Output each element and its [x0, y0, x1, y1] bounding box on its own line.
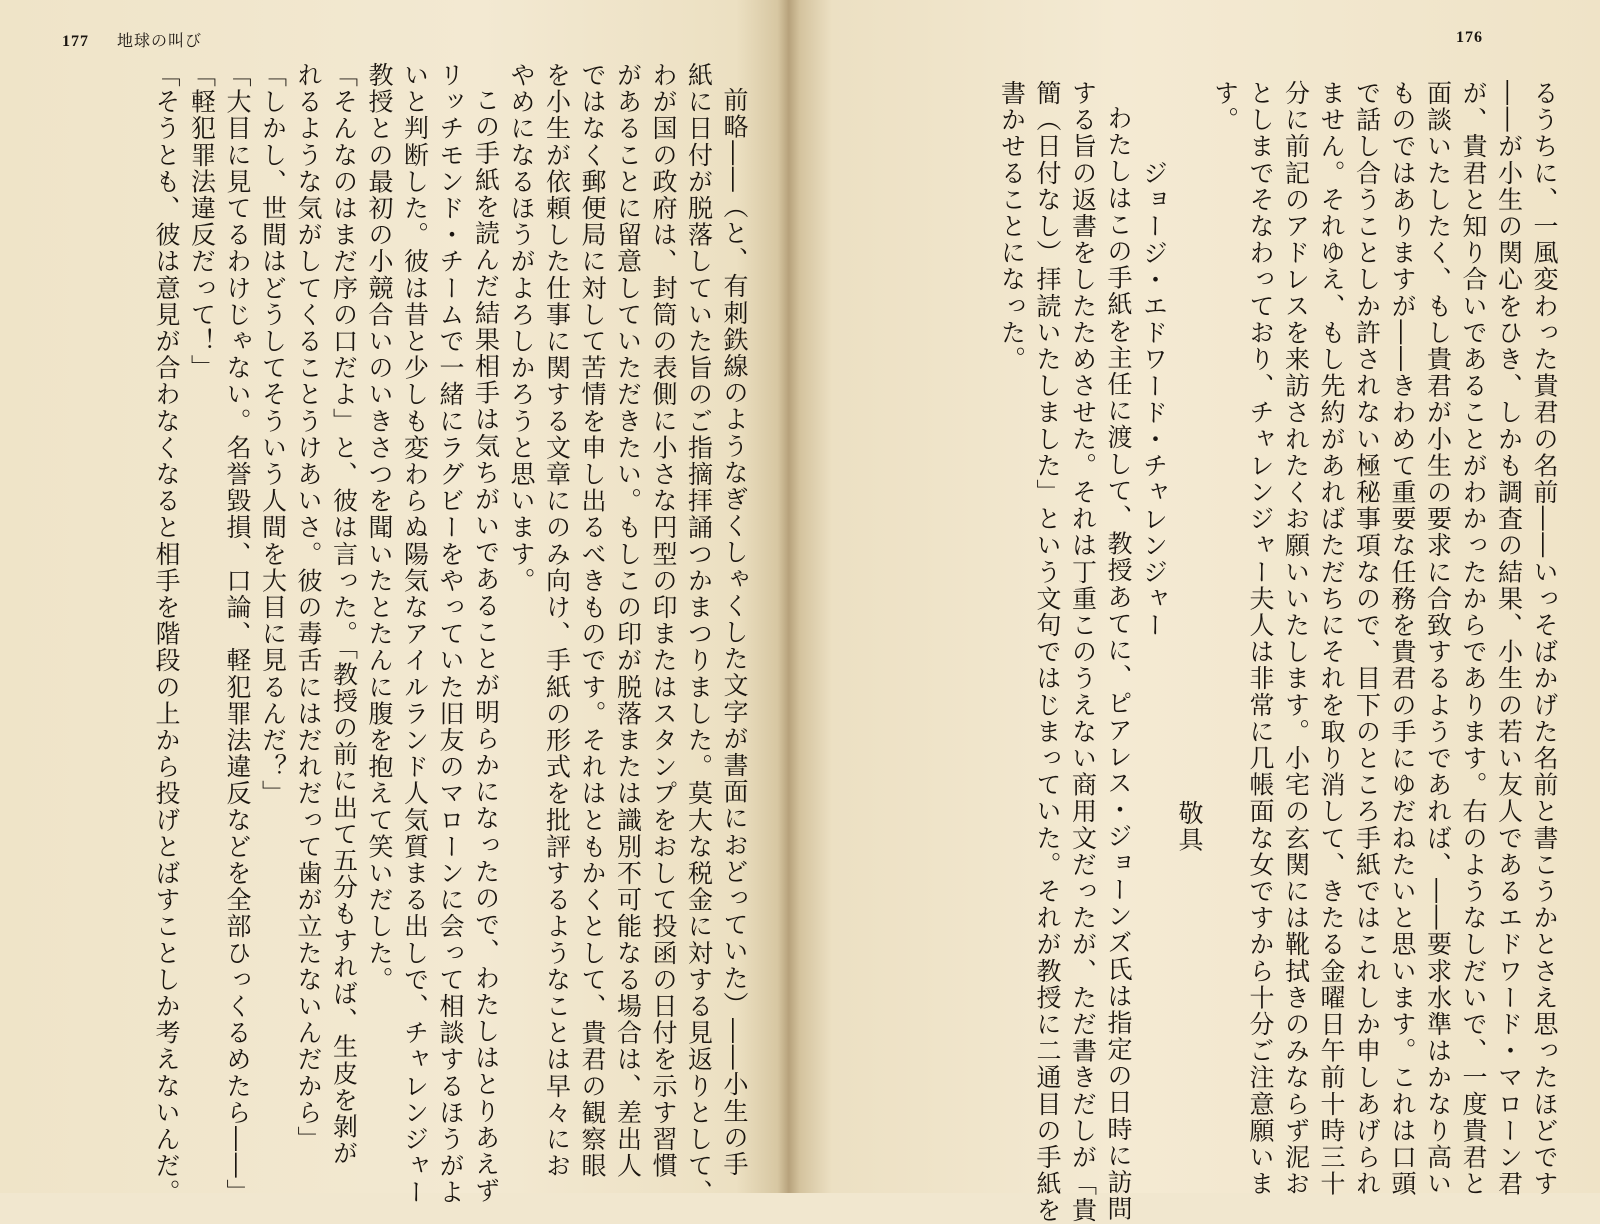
- text-line: 面談いたしたく、もし貴君が小生の要求に合致するようであれば、――要求水準はかなり高い: [1423, 80, 1453, 1198]
- text-line: 「しかし、世間はどうしてそういう人間を大目に見るんだ？」: [258, 62, 288, 807]
- body-text: [994, 80, 1562, 1224]
- page-header: [62, 28, 202, 51]
- text-line: があることに留意していただきたい。もしこの印が脱落または識別不可能なる場合は、差出人: [613, 62, 643, 1180]
- page-header: [1456, 28, 1483, 47]
- text-line: としまでそなわっており、チャレンジャー夫人は非常に几帳面な女ですから十分ご注意願いま: [1246, 80, 1275, 1198]
- text-line: 「そうとも、彼は意見が合わなくなると相手を階段の上から投げとばすことしか考えないんだ。: [152, 62, 181, 1206]
- text-line: ――が小生の関心をひき、しかも調査の結果、小生の若い友人であるエドワード・マローン君: [1494, 80, 1524, 1198]
- text-line: れるような気がしてくることうけあいさ。彼の毒舌にはだれだって歯が立たないんだから」: [294, 62, 323, 1153]
- text-line: 紙に日付が脱落していた旨のご指摘拝誦つかまつりました。莫大な税金に対する見返りとして、: [684, 62, 714, 1206]
- text-line: 分に前記のアドレスを来訪されたくお願いいたします。小宅の玄関には靴拭きのみならず泥お: [1281, 80, 1311, 1198]
- closing: 敬具: [1175, 800, 1204, 854]
- text-line: わたしはこの手紙を主任に渡して、教授あてに、ピアレス・ジョーンズ氏は指定の日時に訪問: [1104, 105, 1133, 1223]
- page-number: 177: [62, 33, 89, 50]
- running-title: 地球の叫び: [117, 31, 203, 50]
- text-line: 「軽犯罪法違反だって！」: [187, 62, 217, 382]
- text-line: やめになるほうがよろしかろうと思います。: [507, 62, 536, 594]
- text-line: する旨の返書をしたためさせた。それは丁重このうえない商用文だったが、ただ書きだしが「貴: [1068, 80, 1098, 1224]
- text-line: を小生が依頼した仕事に関する文章にのみ向け、手紙の形式を批評するようなことは早々にお: [542, 62, 572, 1180]
- text-line: わが国の政府は、封筒の表側に小さな円型の印またはスタンプをおして投函の日付を示す習慣: [649, 62, 678, 1180]
- signature: ジョージ・エドワード・チャレンジャー: [1139, 160, 1169, 639]
- text-line: ません。それゆえ、もし先約があればただちにそれを取り消して、きたる金曜日午前十時三十: [1317, 80, 1346, 1198]
- text-line: この手紙を読んだ結果相手は気ちがいであることが明らかになったので、わたしはとりあえず: [471, 87, 501, 1205]
- text-line: 「大目に見てるわけじゃない。名誉毀損、口論、軽犯罪法違反などを全部ひっくるめたら――」: [223, 62, 252, 1206]
- text-line: が、貴君と知り合いであることがわかったからであります。右のようなしだいで、一度貴君と: [1459, 80, 1488, 1198]
- body-text: [149, 62, 753, 1206]
- text-line: 簡（日付なし）拝読いたしました」という文句ではじまっていた。それが教授に二通目の手紙を: [1033, 80, 1062, 1224]
- text-line: 書かせることになった。: [997, 80, 1027, 373]
- text-line: ものではありますが――きわめて重要な任務を貴君の手にゆだねたいと思います。これは口頭: [1388, 80, 1417, 1198]
- text-line: るうちに、一風変わった貴君の名前――いっそばかげた名前と書こうかとさえ思ったほどです: [1530, 80, 1559, 1198]
- text-line: 前略――（と、有刺鉄線のようなぎくしゃくした文字が書面におどっていた）――小生の手: [720, 87, 749, 1178]
- text-line: 教授との最初の小競合いのいきさつを聞いたとたんに腹を抱えて笑いだした。: [365, 62, 394, 993]
- text-line: リッチモンド・チームで一緒にラグビーをやっていた旧友のマローンに会って相談するほうがよ: [436, 62, 465, 1206]
- text-line: で話し合うことしか許されない極秘事項なので、目下のところ手紙ではこれしか申しあげられ: [1352, 80, 1382, 1198]
- page-177: [0, 0, 790, 1206]
- text-line: いと判断した。彼は昔と少しも変わらぬ陽気なアイルランド人気質まる出しで、チャレンジャー: [400, 62, 430, 1206]
- page-176: [800, 0, 1600, 1224]
- text-line: ではなく郵便局に対して苦情を申し出るべきものです。それはともかくとして、貴君の観察眼: [578, 62, 607, 1180]
- text-line: 「そんなのはまだ序の口だよ」と、彼は言った。「教授の前に出て五分もすれば、生皮を剝が: [329, 62, 359, 1167]
- page-number: 176: [1456, 29, 1483, 46]
- text-line: す。: [1210, 80, 1240, 134]
